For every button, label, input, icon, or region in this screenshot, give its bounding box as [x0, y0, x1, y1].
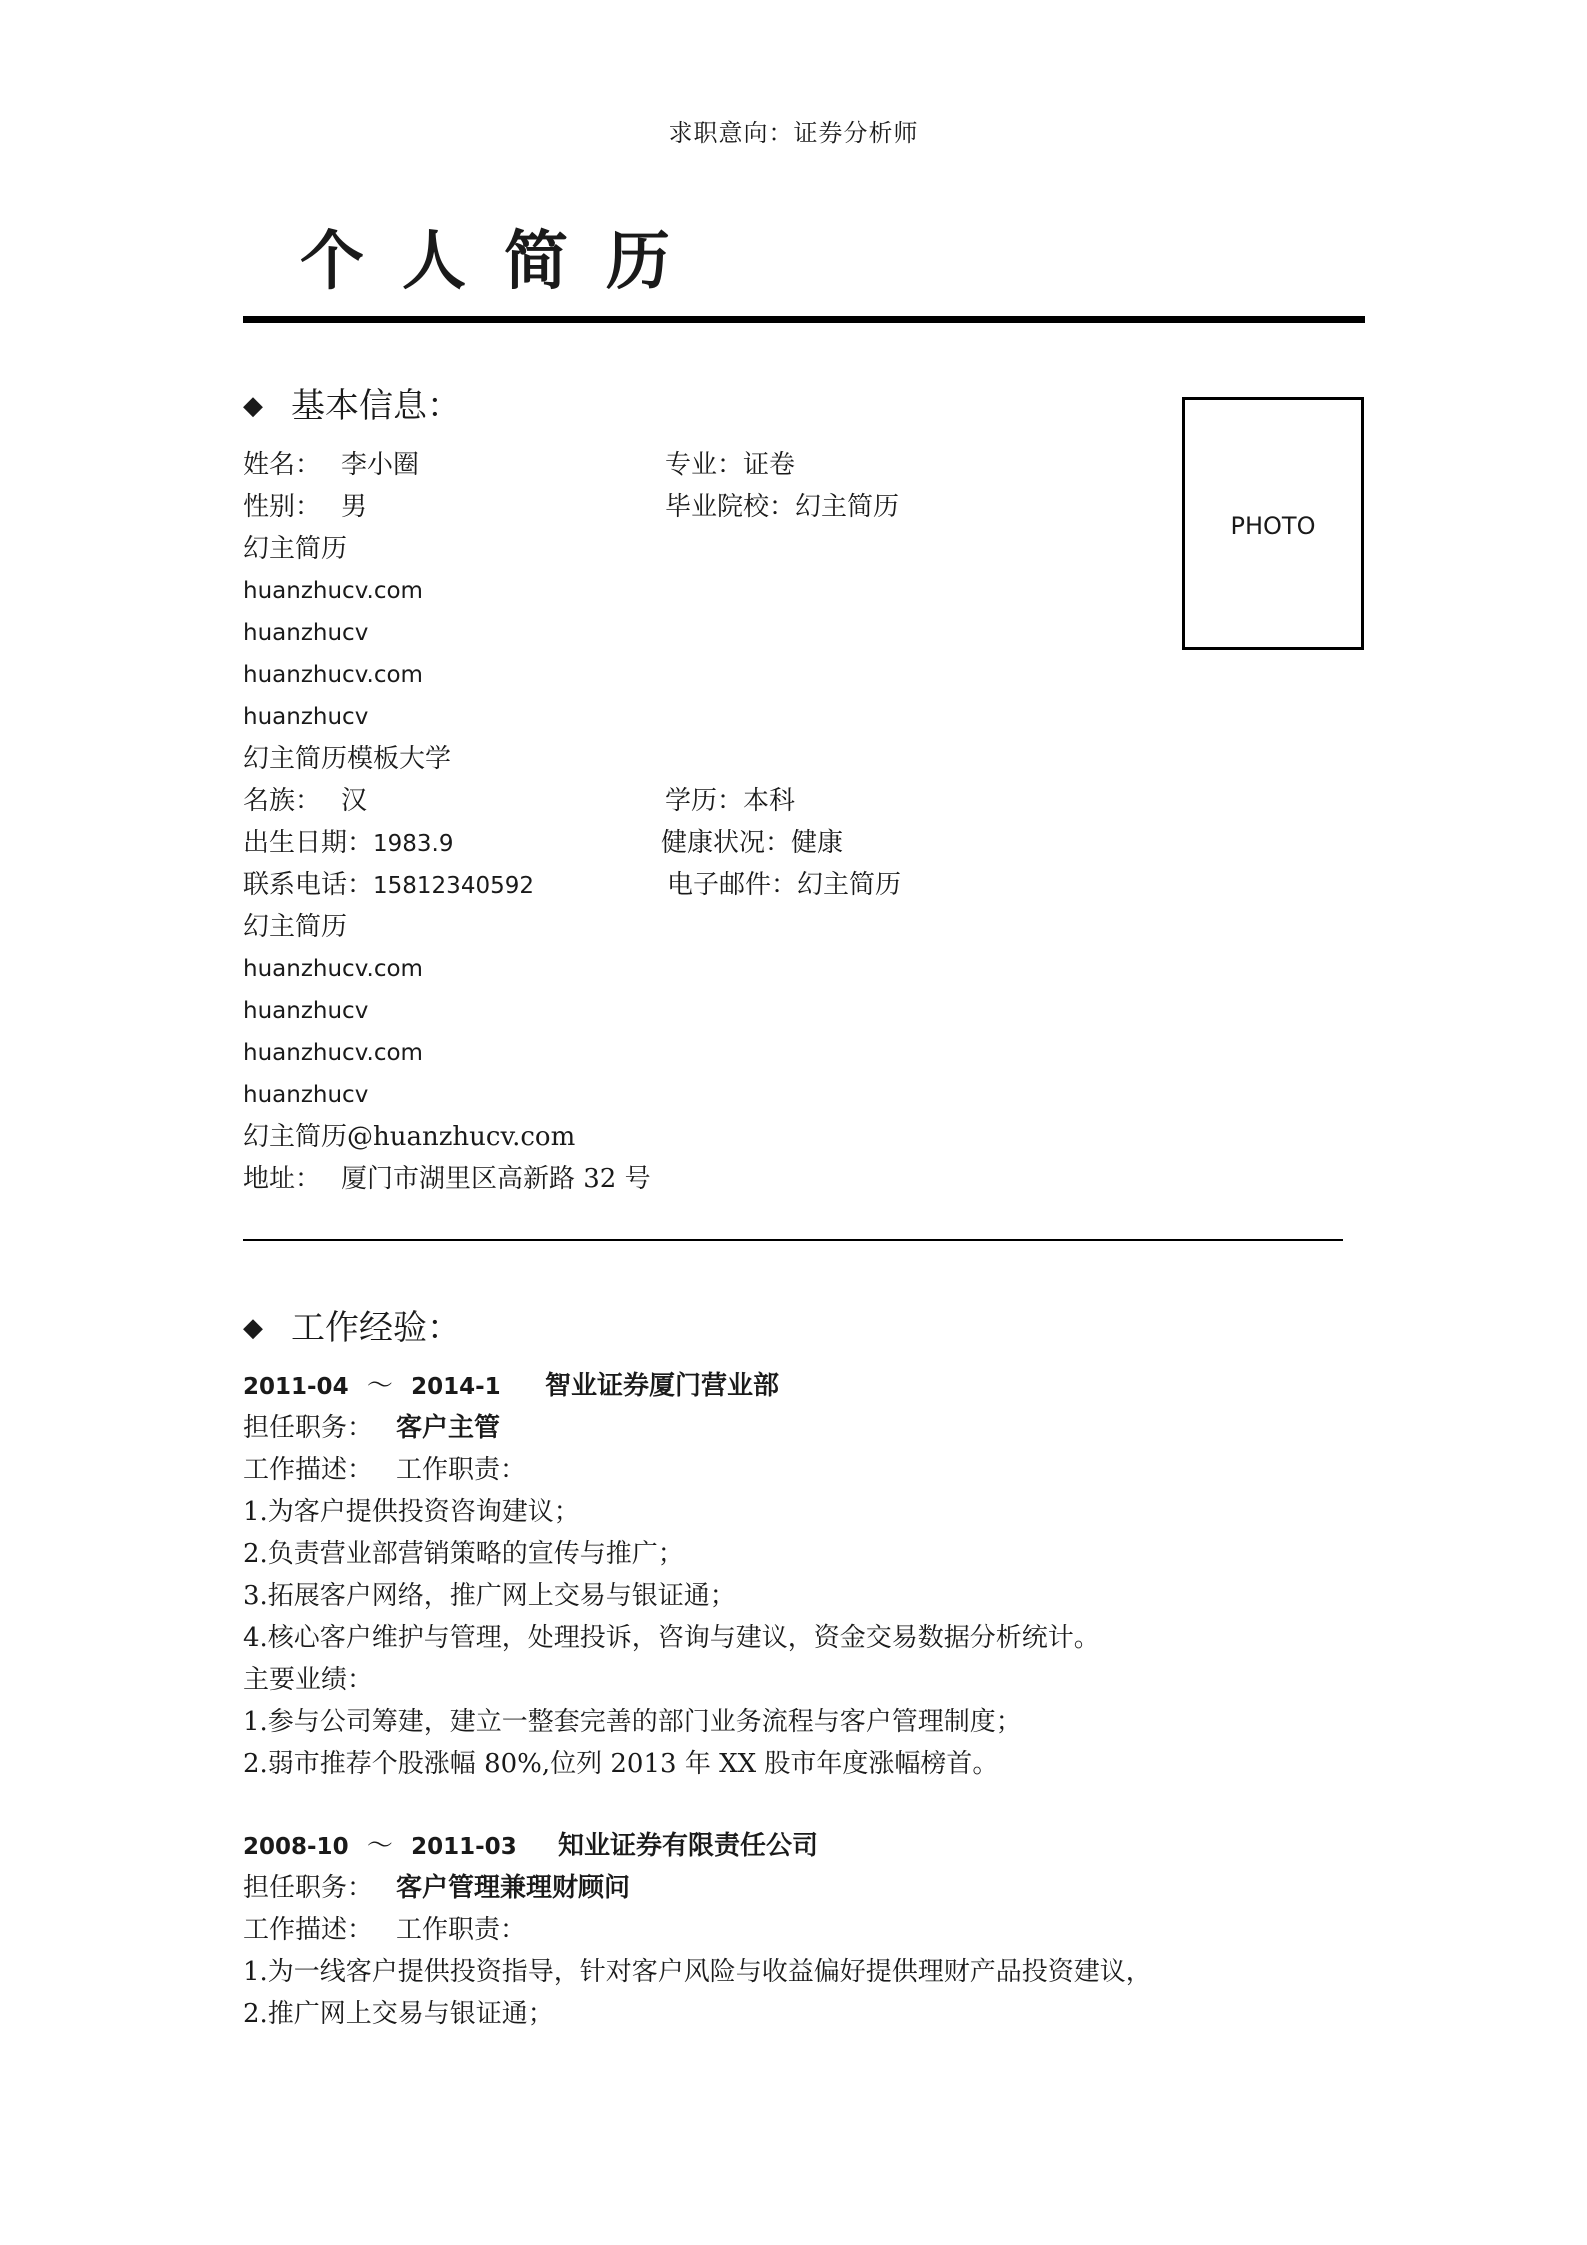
birth-value: 1983.9 — [373, 831, 454, 857]
job-company: 知业证券有限责任公司 — [558, 1831, 819, 1861]
resume-title: 个人简历 — [300, 225, 708, 299]
title-divider — [243, 316, 1365, 323]
role-label: 担任职务： — [243, 1873, 374, 1903]
filler-text: huanzhucv.com — [243, 956, 423, 982]
name-label: 姓名： — [243, 450, 322, 480]
photo-placeholder — [1182, 397, 1364, 650]
diamond-bullet-icon: ◆ — [243, 1313, 263, 1343]
gender-label: 性别： — [243, 492, 322, 522]
birth-label: 出生日期： — [243, 828, 374, 858]
school: 毕业院校：幻主简历 — [665, 492, 900, 522]
email-full: 幻主简历@huanzhucv.com — [243, 1122, 576, 1152]
achievement-item: 2.弱市推荐个股涨幅 80%,位列 2013 年 XX 股市年度涨幅榜首。 — [243, 1749, 999, 1779]
job-company: 智业证券厦门营业部 — [545, 1371, 780, 1401]
job-end: 2014-1 — [411, 1374, 501, 1400]
job-start: 2011-04 — [243, 1374, 349, 1400]
job-desc-row — [243, 1912, 526, 1948]
filler-text: huanzhucv.com — [243, 578, 423, 604]
achievement-item: 1.参与公司筹建，建立一整套完善的部门业务流程与客户管理制度； — [243, 1707, 1022, 1737]
phone-row — [243, 867, 534, 904]
job-objective: 求职意向：证券分析师 — [668, 119, 919, 147]
address-label: 地址： — [243, 1164, 322, 1194]
filler-text: huanzhucv.com — [243, 662, 423, 688]
role-value: 客户主管 — [396, 1413, 501, 1443]
role-value: 客户管理兼理财顾问 — [396, 1873, 631, 1903]
address-value: 厦门市湖里区高新路 32 号 — [341, 1164, 651, 1194]
phone-label: 联系电话： — [243, 870, 374, 900]
ethnic-label: 名族： — [243, 786, 322, 816]
basic-info-title: 基本信息： — [291, 386, 461, 426]
duty-item: 1.为客户提供投资咨询建议； — [243, 1497, 580, 1527]
filler-text: huanzhucv — [243, 620, 369, 646]
job-start: 2008-10 — [243, 1834, 349, 1860]
basic-info-heading — [243, 378, 461, 427]
ethnic-row — [243, 783, 367, 819]
duty-item: 2.推广网上交易与银证通； — [243, 1999, 554, 2029]
filler-text: huanzhucv — [243, 1082, 369, 1108]
photo-label: PHOTO — [1230, 512, 1316, 540]
filler-text: 幻主简历模板大学 — [243, 744, 452, 774]
major: 专业：证卷 — [665, 450, 796, 480]
diamond-bullet-icon: ◆ — [243, 391, 263, 421]
education: 学历：本科 — [665, 786, 796, 816]
desc-label: 工作描述： — [243, 1915, 374, 1945]
health: 健康状况：健康 — [661, 828, 844, 858]
work-heading — [243, 1300, 461, 1349]
job-header — [243, 1828, 517, 1865]
gender-value: 男 — [341, 492, 368, 522]
work-title: 工作经验： — [291, 1308, 461, 1348]
filler-text: 幻主简历 — [243, 534, 348, 564]
job-role-row — [243, 1410, 500, 1446]
job-header — [243, 1368, 501, 1405]
job-end: 2011-03 — [411, 1834, 517, 1860]
phone-value: 15812340592 — [373, 873, 534, 899]
job-role-row — [243, 1870, 630, 1906]
filler-text: huanzhucv.com — [243, 1040, 423, 1066]
job-tilde: ～ — [366, 1371, 393, 1401]
duty-item: 4.核心客户维护与管理，处理投诉，咨询与建议，资金交易数据分析统计。 — [243, 1623, 1100, 1653]
ethnic-value: 汉 — [341, 786, 368, 816]
duty-item: 1.为一线客户提供投资指导，针对客户风险与收益偏好提供理财产品投资建议， — [243, 1957, 1152, 1987]
duty-item: 2.负责营业部营销策略的宣传与推广； — [243, 1539, 684, 1569]
desc-head: 工作职责： — [396, 1915, 527, 1945]
section-divider — [243, 1239, 1343, 1241]
duty-item: 3.拓展客户网络，推广网上交易与银证通； — [243, 1581, 736, 1611]
desc-label: 工作描述： — [243, 1455, 374, 1485]
filler-text: huanzhucv — [243, 998, 369, 1024]
address-row — [243, 1161, 651, 1197]
job-tilde: ～ — [366, 1831, 393, 1861]
name-row — [243, 447, 419, 483]
achievement-label: 主要业绩： — [243, 1665, 374, 1695]
filler-text: 幻主简历 — [243, 912, 348, 942]
email: 电子邮件：幻主简历 — [667, 870, 902, 900]
role-label: 担任职务： — [243, 1413, 374, 1443]
name-value: 李小圈 — [341, 450, 420, 480]
gender-row — [243, 489, 367, 525]
birth-row — [243, 825, 454, 862]
desc-head: 工作职责： — [396, 1455, 527, 1485]
filler-text: huanzhucv — [243, 704, 369, 730]
job-desc-row — [243, 1452, 526, 1488]
